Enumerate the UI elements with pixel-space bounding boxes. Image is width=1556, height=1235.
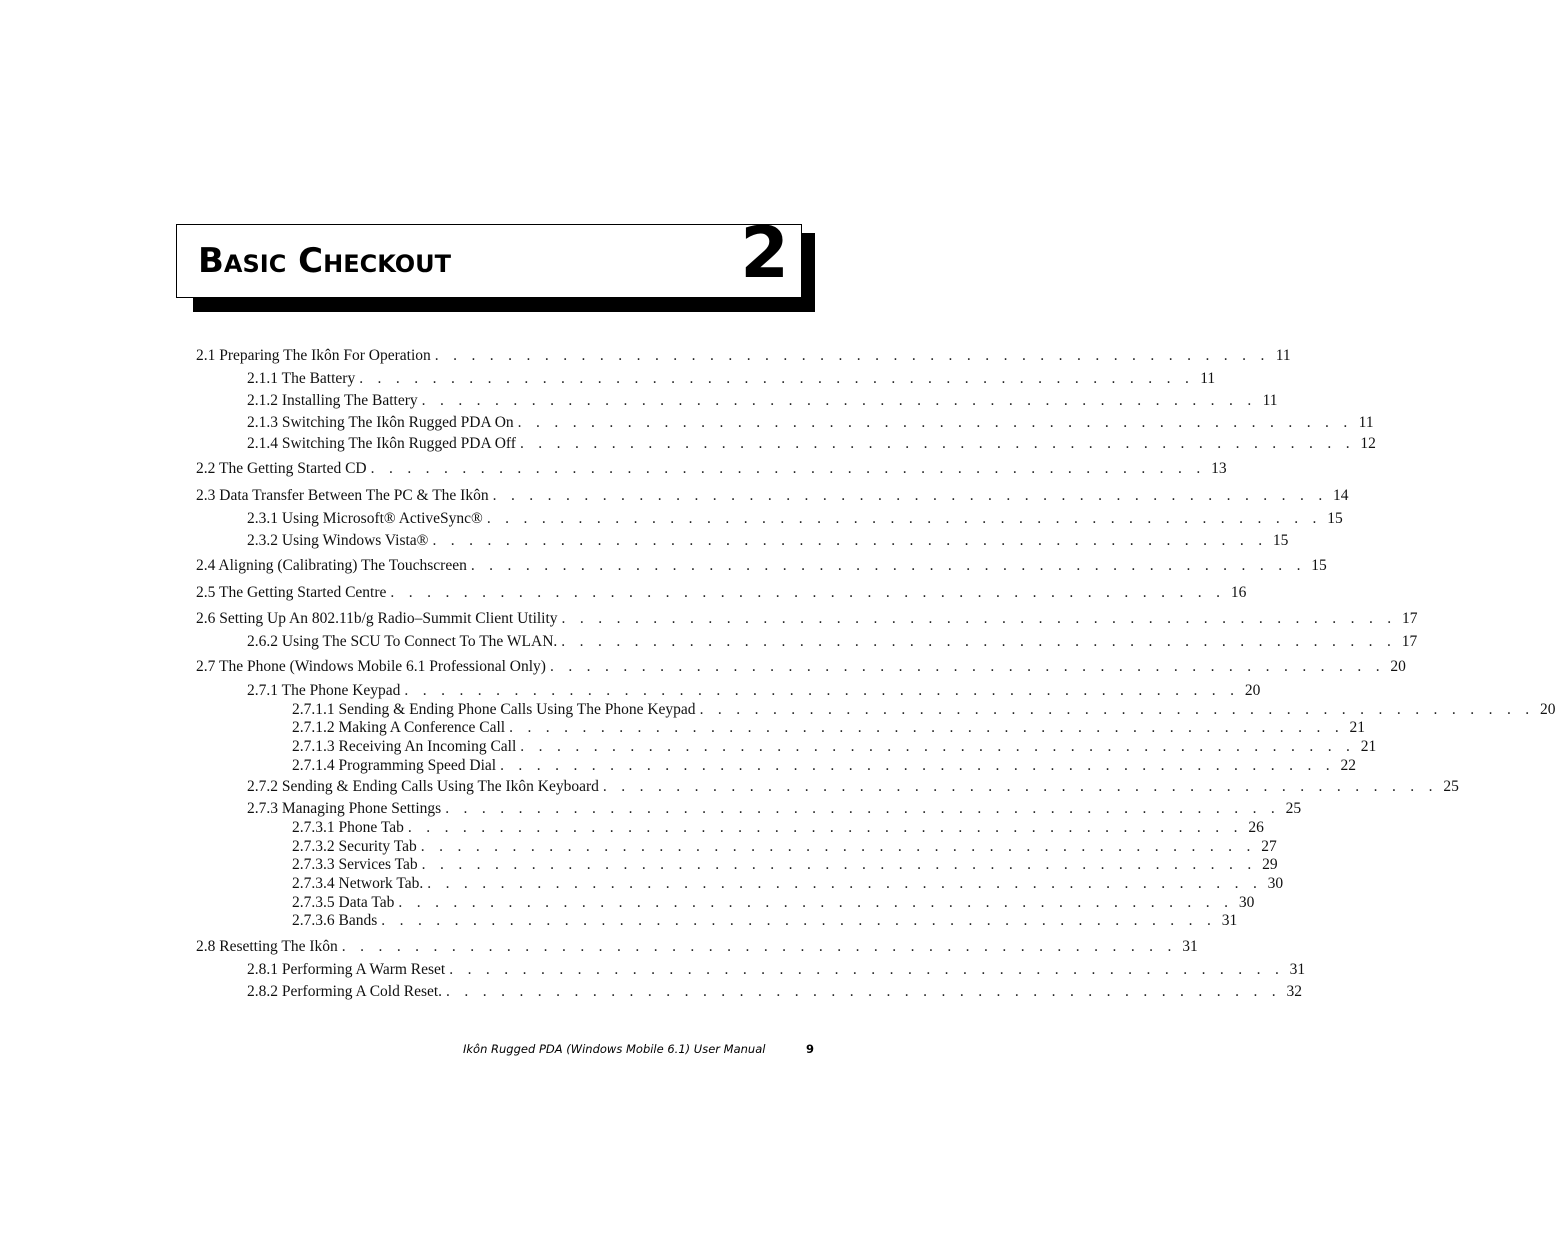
toc-entry-page: 15 <box>1272 532 1289 549</box>
chapter-title: Basic Checkout <box>198 241 451 281</box>
toc-entry-title: 2.7.3.4 Network Tab. <box>292 875 424 892</box>
toc-entry[interactable] <box>247 778 1459 796</box>
toc-entry-page: 25 <box>1443 778 1459 795</box>
toc-entry-title: 2.8 Resetting The Ikôn <box>196 938 338 955</box>
toc-entry[interactable] <box>196 938 1198 956</box>
toc-entry-page: 21 <box>1349 719 1366 736</box>
toc-entry[interactable] <box>247 633 1418 651</box>
toc-leader: . . . . . . . . . . . . . . . . . . . . . . . . . . . . . . . . . . . . . . . . . . . . . . <box>341 938 1177 955</box>
toc-leader: . . . . . . . . . . . . . . . . . . . . . . . . . . . . . . . . . . . . . . . . . . . . . . <box>445 800 1281 817</box>
toc-leader: . . . . . . . . . . . . . . . . . . . . . . . . . . . . . . . . . . . . . . . . . . . . . . <box>561 633 1397 650</box>
toc-entry-page: 11 <box>1358 414 1374 431</box>
toc-entry-title: 2.2 The Getting Started CD <box>196 460 367 477</box>
toc-entry[interactable] <box>247 370 1216 388</box>
toc-leader: . . . . . . . . . . . . . . . . . . . . . . . . . . . . . . . . . . . . . . . . . . . . . . <box>370 460 1206 477</box>
toc-leader: . . . . . . . . . . . . . . . . . . . . . . . . . . . . . . . . . . . . . . . . . . . . . . <box>492 487 1328 504</box>
toc-entry-title: 2.3.2 Using Windows Vista® <box>247 532 429 549</box>
toc-leader: . . . . . . . . . . . . . . . . . . . . . . . . . . . . . . . . . . . . . . . . . . . . . . <box>404 682 1240 699</box>
toc-entry[interactable] <box>292 875 1284 893</box>
toc-leader: . . . . . . . . . . . . . . . . . . . . . . . . . . . . . . . . . . . . . . . . . . . . . . <box>421 392 1257 409</box>
toc-entry-page: 21 <box>1360 738 1377 755</box>
toc-entry-title: 2.7.3.3 Services Tab <box>292 856 418 873</box>
toc-entry-title: 2.7.3.1 Phone Tab <box>292 819 404 836</box>
toc-entry-title: 2.7.2 Sending & Ending Calls Using The Ikôn Keyboard <box>247 778 599 795</box>
toc-entry[interactable] <box>196 460 1227 478</box>
toc-entry-title: 2.7.3.5 Data Tab <box>292 894 395 911</box>
chapter-header <box>176 212 802 298</box>
toc-entry-title: 2.3 Data Transfer Between The PC & The Ikôn <box>196 487 489 504</box>
toc-entry[interactable] <box>292 856 1278 874</box>
toc-entry[interactable] <box>196 487 1349 505</box>
toc-entry-page: 13 <box>1211 460 1227 477</box>
toc-entry[interactable] <box>292 701 1556 719</box>
toc-leader: . . . . . . . . . . . . . . . . . . . . . . . . . . . . . . . . . . . . . . . . . . . . . . <box>509 719 1345 736</box>
toc-entry-page: 31 <box>1221 912 1238 929</box>
toc-entry[interactable] <box>292 819 1264 837</box>
toc-entry-title: 2.1.3 Switching The Ikôn Rugged PDA On <box>247 414 514 431</box>
toc-entry-title: 2.8.2 Performing A Cold Reset. <box>247 983 443 1000</box>
toc-entry[interactable] <box>247 682 1261 700</box>
toc-leader: . . . . . . . . . . . . . . . . . . . . . . . . . . . . . . . . . . . . . . . . . . . . . . <box>549 658 1385 675</box>
toc-entry-page: 22 <box>1340 757 1356 774</box>
toc-entry[interactable] <box>292 838 1277 856</box>
toc-entry-page: 25 <box>1285 800 1302 817</box>
toc-entry[interactable] <box>247 961 1306 979</box>
toc-entry-page: 30 <box>1267 875 1284 892</box>
toc-entry-title: 2.7.3.2 Security Tab <box>292 838 417 855</box>
toc-entry[interactable] <box>196 557 1327 575</box>
toc-entry[interactable] <box>292 757 1356 775</box>
toc-entry-page: 16 <box>1230 584 1247 601</box>
toc-leader: . . . . . . . . . . . . . . . . . . . . . . . . . . . . . . . . . . . . . . . . . . . . . . <box>500 757 1335 774</box>
toc-entry-page: 31 <box>1289 961 1306 978</box>
toc-leader: . . . . . . . . . . . . . . . . . . . . . . . . . . . . . . . . . . . . . . . . . . . . . . <box>520 738 1356 755</box>
toc-entry[interactable] <box>247 532 1289 550</box>
toc-entry-title: 2.6.2 Using The SCU To Connect To The WLAN. <box>247 633 558 650</box>
toc-entry-page: 14 <box>1333 487 1349 504</box>
toc-leader: . . . . . . . . . . . . . . . . . . . . . . . . . . . . . . . . . . . . . . . . . . . . . . <box>449 961 1285 978</box>
toc-entry[interactable] <box>196 584 1247 602</box>
toc-entry-title: 2.7.1 The Phone Keypad <box>247 682 401 699</box>
toc-leader: . . . . . . . . . . . . . . . . . . . . . . . . . . . . . . . . . . . . . . . . . . . . . . <box>381 912 1217 929</box>
toc-entry-page: 12 <box>1360 435 1376 452</box>
toc-entry-page: 11 <box>1200 370 1216 387</box>
toc-entry[interactable] <box>196 610 1418 628</box>
toc-entry-page: 29 <box>1262 856 1278 873</box>
toc-entry-title: 2.1 Preparing The Ikôn For Operation <box>196 347 431 364</box>
toc-leader: . . . . . . . . . . . . . . . . . . . . . . . . . . . . . . . . . . . . . . . . . . . . . . <box>432 532 1268 549</box>
toc-leader: . . . . . . . . . . . . . . . . . . . . . . . . . . . . . . . . . . . . . . . . . . . . . . <box>421 856 1257 873</box>
toc-entry-title: 2.7 The Phone (Windows Mobile 6.1 Professional Only) <box>196 658 546 675</box>
toc-entry[interactable] <box>247 510 1343 528</box>
toc-leader: . . . . . . . . . . . . . . . . . . . . . . . . . . . . . . . . . . . . . . . . . . . . . . <box>434 347 1270 364</box>
chapter-number: 2 <box>740 212 789 294</box>
toc-leader: . . . . . . . . . . . . . . . . . . . . . . . . . . . . . . . . . . . . . . . . . . . . . . <box>561 610 1397 627</box>
toc-entry[interactable] <box>292 894 1255 912</box>
toc-leader: . . . . . . . . . . . . . . . . . . . . . . . . . . . . . . . . . . . . . . . . . . . . . . <box>427 875 1263 892</box>
toc-entry-page: 15 <box>1311 557 1327 574</box>
toc-entry[interactable] <box>196 658 1406 676</box>
footer-page-number: 9 <box>806 1042 815 1056</box>
toc-leader: . . . . . . . . . . . . . . . . . . . . . . . . . . . . . . . . . . . . . . . . . . . . . . <box>420 838 1256 855</box>
toc-leader: . . . . . . . . . . . . . . . . . . . . . . . . . . . . . . . . . . . . . . . . . . . . . . <box>517 414 1353 431</box>
toc-entry-page: 11 <box>1262 392 1278 409</box>
toc-leader: . . . . . . . . . . . . . . . . . . . . . . . . . . . . . . . . . . . . . . . . . . . . . . <box>699 701 1535 718</box>
toc-entry-page: 17 <box>1401 633 1418 650</box>
toc-entry-page: 17 <box>1401 610 1418 627</box>
toc-entry-page: 15 <box>1327 510 1343 527</box>
toc-entry-title: 2.7.1.2 Making A Conference Call <box>292 719 506 736</box>
toc-entry-title: 2.4 Aligning (Calibrating) The Touchscreen <box>196 557 467 574</box>
toc-entry[interactable] <box>196 347 1291 365</box>
toc-entry-page: 26 <box>1248 819 1264 836</box>
toc-entry-title: 2.8.1 Performing A Warm Reset <box>247 961 446 978</box>
footer-manual-title: Ikôn Rugged PDA (Windows Mobile 6.1) User Manual <box>463 1042 766 1056</box>
toc-entry-page: 11 <box>1275 347 1291 364</box>
toc-entry-page: 30 <box>1238 894 1255 911</box>
toc-entry-title: 2.7.3.6 Bands <box>292 912 378 929</box>
toc-entry-title: 2.7.1.4 Programming Speed Dial <box>292 757 497 774</box>
toc-leader: . . . . . . . . . . . . . . . . . . . . . . . . . . . . . . . . . . . . . . . . . . . . . . <box>390 584 1226 601</box>
toc-leader: . . . . . . . . . . . . . . . . . . . . . . . . . . . . . . . . . . . . . . . . . . . . . . <box>470 557 1306 574</box>
toc-entry[interactable] <box>247 800 1302 818</box>
toc-entry[interactable] <box>292 912 1238 930</box>
toc-leader: . . . . . . . . . . . . . . . . . . . . . . . . . . . . . . . . . . . . . . . . . . . . . . <box>602 778 1438 795</box>
toc-entry-page: 27 <box>1261 838 1277 855</box>
toc-entry-page: 20 <box>1540 701 1556 718</box>
toc-entry-title: 2.6 Setting Up An 802.11b/g Radio–Summit Client Utility <box>196 610 558 627</box>
toc-entry[interactable] <box>247 392 1278 410</box>
toc-entry[interactable] <box>247 983 1302 1001</box>
toc-leader: . . . . . . . . . . . . . . . . . . . . . . . . . . . . . . . . . . . . . . . . . . . . . . <box>519 435 1355 452</box>
toc-entry[interactable] <box>292 719 1366 737</box>
toc-entry-title: 2.7.1.1 Sending & Ending Phone Calls Using The Phone Keypad <box>292 701 696 718</box>
toc-entry-title: 2.1.1 The Battery <box>247 370 356 387</box>
toc-entry[interactable] <box>247 435 1376 453</box>
toc-entry-page: 32 <box>1286 983 1302 1000</box>
toc-entry[interactable] <box>247 414 1374 432</box>
toc-leader: . . . . . . . . . . . . . . . . . . . . . . . . . . . . . . . . . . . . . . . . . . . . . . <box>486 510 1322 527</box>
toc-entry-page: 20 <box>1244 682 1261 699</box>
toc-leader: . . . . . . . . . . . . . . . . . . . . . . . . . . . . . . . . . . . . . . . . . . . . . . <box>398 894 1234 911</box>
toc-entry-title: 2.1.4 Switching The Ikôn Rugged PDA Off <box>247 435 516 452</box>
toc-entry-page: 20 <box>1390 658 1406 675</box>
toc-entry-title: 2.3.1 Using Microsoft® ActiveSync® <box>247 510 483 527</box>
toc-entry-title: 2.7.1.3 Receiving An Incoming Call <box>292 738 517 755</box>
toc-leader: . . . . . . . . . . . . . . . . . . . . . . . . . . . . . . . . . . . . . . . . . . . . . . <box>359 370 1195 387</box>
toc-entry[interactable] <box>292 738 1377 756</box>
toc-leader: . . . . . . . . . . . . . . . . . . . . . . . . . . . . . . . . . . . . . . . . . . . . . . <box>446 983 1281 1000</box>
toc-leader: . . . . . . . . . . . . . . . . . . . . . . . . . . . . . . . . . . . . . . . . . . . . . . <box>407 819 1243 836</box>
toc-entry-title: 2.7.3 Managing Phone Settings <box>247 800 442 817</box>
toc-entry-title: 2.1.2 Installing The Battery <box>247 392 418 409</box>
toc-entry-page: 31 <box>1182 938 1198 955</box>
toc-entry-title: 2.5 The Getting Started Centre <box>196 584 387 601</box>
